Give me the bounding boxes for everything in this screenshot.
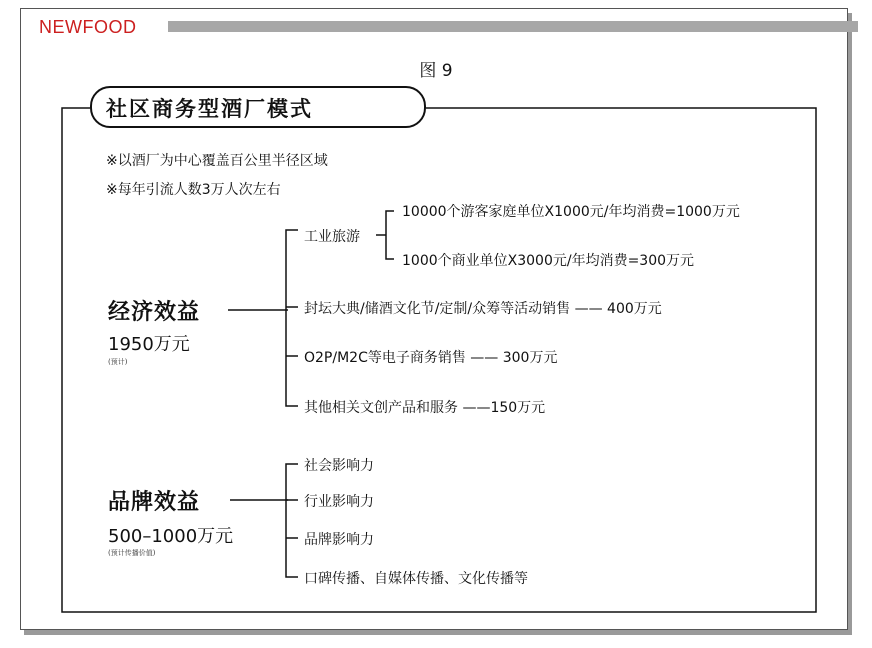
brand-item-word-of-mouth: 口碑传播、自媒体传播、文化传播等: [304, 571, 528, 587]
brand-item-brand: 品牌影响力: [304, 532, 374, 548]
economic-amount: 1950万元: [108, 334, 190, 355]
model-title: 社区商务型酒厂模式: [90, 86, 426, 128]
note-coverage: ※以酒厂为中心覆盖百公里半径区域: [106, 153, 328, 169]
economic-item-ecommerce: O2P/M2C等电子商务销售 —— 300万元: [304, 350, 558, 366]
brand-amount: 500–1000万元: [108, 526, 234, 547]
brand-logo: NEWFOOD: [39, 17, 137, 37]
brand-item-industry: 行业影响力: [304, 494, 374, 510]
tourism-subitem-business: 1000个商业单位X3000元/年均消费=300万元: [402, 253, 695, 269]
brand-amount-note: (预计传播价值): [108, 549, 156, 557]
economic-item-events: 封坛大典/储酒文化节/定制/众筹等活动销售 —— 400万元: [304, 301, 662, 317]
economic-amount-note: (预计): [108, 358, 128, 366]
figure-caption: 图 9: [419, 61, 453, 81]
brand-item-social: 社会影响力: [304, 458, 374, 474]
brand-title: 品牌效益: [108, 490, 201, 515]
note-visitors: ※每年引流人数3万人次左右: [106, 182, 281, 198]
economic-item-tourism: 工业旅游: [304, 229, 360, 245]
tourism-subitem-family: 10000个游客家庭单位X1000元/年均消费=1000万元: [402, 204, 740, 220]
economic-title: 经济效益: [108, 300, 201, 325]
economic-item-creative: 其他相关文创产品和服务 ——150万元: [304, 400, 546, 416]
